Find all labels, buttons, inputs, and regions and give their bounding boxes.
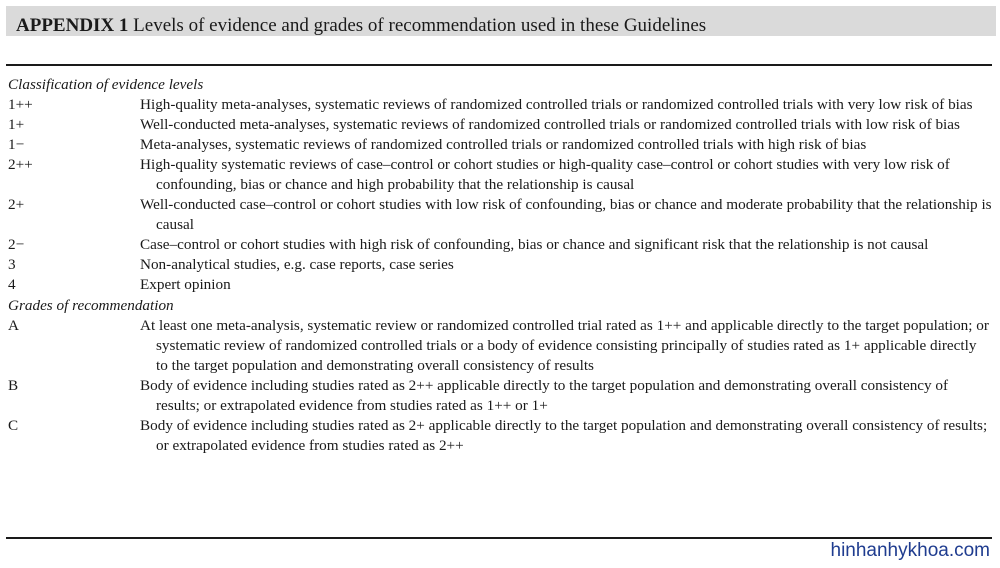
evidence-level-description: High-quality systematic reviews of case–control or cohort studies or high-quality case–control or cohort studies with very low risk of confounding, bias or chance and high probability that the relationship is causal — [140, 156, 950, 193]
appendix-label: APPENDIX 1 — [16, 15, 129, 36]
grade-row — [8, 416, 992, 456]
evidence-row — [8, 155, 992, 195]
appendix-table — [8, 75, 992, 456]
evidence-row — [8, 195, 992, 235]
appendix-header — [6, 6, 996, 36]
evidence-level-code: 4 — [8, 276, 16, 293]
evidence-level-code: 2++ — [8, 156, 33, 173]
evidence-level-code: 1++ — [8, 96, 33, 113]
evidence-level-code: 3 — [8, 256, 16, 273]
evidence-level-code: 1− — [8, 136, 25, 153]
evidence-level-code: 2− — [8, 236, 25, 253]
evidence-level-description: Expert opinion — [140, 276, 231, 293]
grade-row — [8, 316, 992, 376]
grade-code: A — [8, 317, 19, 334]
grades-section-title: Grades of recommendation — [8, 297, 174, 314]
grade-row — [8, 376, 992, 416]
evidence-row — [8, 275, 992, 295]
appendix-title: Levels of evidence and grades of recommendation used in these Guidelines — [133, 15, 707, 36]
grade-description: At least one meta-analysis, systematic review or randomized controlled trial rated as 1++ and applicable directly to the target population; or systematic review of randomized controlled trials or a body of evidence consisting principally of studies rated as 1+ applicable directly to the target population and demonstrating overall consistency of results — [140, 317, 989, 374]
evidence-row — [8, 235, 992, 255]
evidence-level-code: 1+ — [8, 116, 25, 133]
evidence-level-code: 2+ — [8, 196, 25, 213]
grade-code: C — [8, 417, 19, 434]
evidence-row — [8, 115, 992, 135]
top-rule — [6, 64, 992, 66]
bottom-rule — [6, 537, 992, 539]
evidence-level-description: High-quality meta-analyses, systematic reviews of randomized controlled trials or randomized controlled trials with very low risk of bias — [140, 96, 973, 113]
evidence-level-description: Non-analytical studies, e.g. case reports, case series — [140, 256, 454, 273]
evidence-level-description: Case–control or cohort studies with high risk of confounding, bias or chance and significant risk that the relationship is not causal — [140, 236, 929, 253]
evidence-row — [8, 255, 992, 275]
evidence-level-description: Well-conducted meta-analyses, systematic reviews of randomized controlled trials or randomized controlled trials with low risk of bias — [140, 116, 960, 133]
appendix-heading — [16, 15, 706, 37]
evidence-level-description: Well-conducted case–control or cohort studies with low risk of confounding, bias or chance and moderate probability that the relationship is causal — [140, 196, 992, 233]
grade-code: B — [8, 377, 19, 394]
evidence-row — [8, 95, 992, 115]
grade-description: Body of evidence including studies rated as 2++ applicable directly to the target population and demonstrating overall consistency of results; or extrapolated evidence from studies rated as 1++ or 1+ — [140, 377, 949, 414]
evidence-row — [8, 135, 992, 155]
grade-description: Body of evidence including studies rated as 2+ applicable directly to the target population and demonstrating overall consistency of results; or extrapolated evidence from studies rated as 2++ — [140, 417, 988, 454]
evidence-section-title: Classification of evidence levels — [8, 76, 204, 93]
watermark: hinhanhykhoa.com — [830, 540, 990, 561]
evidence-level-description: Meta-analyses, systematic reviews of randomized controlled trials or randomized controlled trials with high risk of bias — [140, 136, 867, 153]
